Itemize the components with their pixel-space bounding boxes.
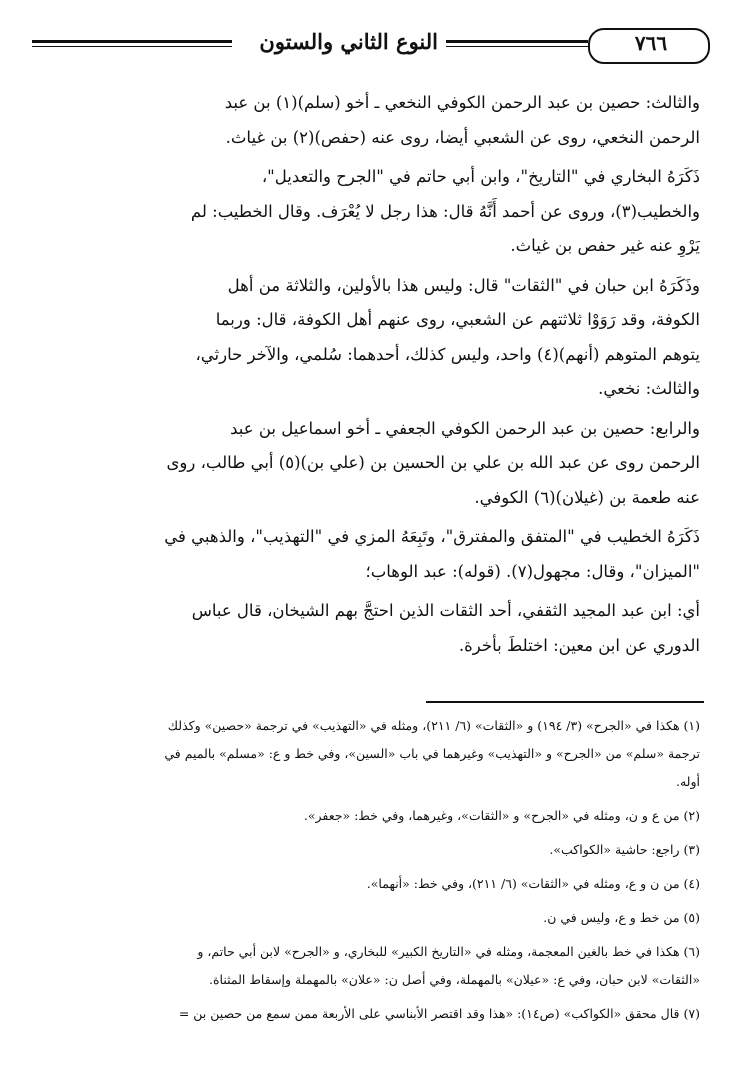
footnotes [48, 712, 700, 1034]
footnote [48, 802, 700, 830]
footnote-line: (٥) من خط و ع، وليس في ن. [543, 910, 700, 925]
running-header [30, 28, 710, 68]
footnote-line: (٣) راجع: حاشية «الكواكب». [549, 842, 700, 857]
paragraph [58, 412, 700, 516]
header-rule [446, 40, 588, 47]
text-line: الرحمن النخعي، روى عن الشعبي أيضا، روى عنه (حفص)(٢) بن غياث. [225, 127, 700, 147]
text-line: أي: ابن عبد المجيد الثقفي، أحد الثقات الذين احتجَّ بهم الشيخان، قال عباس [191, 601, 700, 620]
text-line: والخطيب(٣)، وروى عن أحمد أَنَّهُ قال: هذا رجل لا يُعْرَف. وقال الخطيب: لم [190, 201, 700, 221]
text-line: الدوري عن ابن معين: اختلطَ بأخرة. [458, 635, 700, 655]
chapter-title: النوع الثاني والستون [259, 29, 438, 54]
text-line: "الميزان"، وقال: مجهول(٧). (قوله): عبد الوهاب؛ [365, 561, 700, 581]
footnote [48, 712, 700, 796]
footnote-line: (٧) قال محقق «الكواكب» (ص١٤): «هذا وقد اقتصر الأبناسي على الأربعة ممن سمع من حصين بن = [178, 1006, 700, 1021]
footnote-line: (٦) هكذا في خط بالغين المعجمة، ومثله في «التاريخ الكبير» للبخاري، و «الجرح» لابن أبي حاتم، و [197, 944, 700, 959]
page-number: ٧٦٦ [634, 31, 668, 55]
footnote-line: أوله. [676, 774, 700, 789]
text-line: والثالث: حصين بن عبد الرحمن الكوفي النخعي ـ أخو (سلم)(١) بن عبد [224, 93, 700, 112]
paragraph [58, 269, 700, 407]
footnote [48, 938, 700, 994]
text-line: وذَكَرَهُ ابن حبان في "الثقات" قال: وليس هذا بالأولين، والثلاثة من أهل [227, 275, 700, 295]
footnote-line: ترجمة «سلم» من «الجرح» و «التهذيب» وغيرهما في باب «السين»، وفي خط و ع: «مسلم» بالميم في [164, 746, 700, 761]
main-text [58, 86, 700, 668]
paragraph [58, 160, 700, 264]
text-line: الكوفة، وقد رَوَوْا ثلاثتهم عن الشعبي، روى عنهم أهل الكوفة، قال: وربما [215, 310, 700, 329]
footnote [48, 904, 700, 932]
paragraph [58, 86, 700, 155]
footnote-line: (٤) من ن و ع، ومثله في «الثقات» (٦/ ٢١١)، وفي خط: «أنهما». [366, 876, 700, 891]
text-line: ذَكَرَهُ الخطيب في "المتفق والمفترق"، وتَبِعَهُ المزي في "التهذيب"، والذهبي في [164, 527, 700, 546]
footnote [48, 836, 700, 864]
paragraph [58, 520, 700, 589]
footnote-separator [426, 701, 704, 703]
header-rule [32, 40, 232, 47]
text-line: ذَكَرَهُ البخاري في "التاريخ"، وابن أبي حاتم في "الجرح والتعديل"، [261, 167, 700, 186]
text-line: والرابع: حصين بن عبد الرحمن الكوفي الجعفي ـ أخو اسماعيل بن عبد [230, 418, 700, 438]
text-line: الرحمن روى عن عبد الله بن علي بن الحسين بن (علي بن)(٥) أبي طالب، روى [166, 453, 700, 472]
paragraph [58, 594, 700, 663]
text-line: يتوهم المتوهم (أنهم)(٤) واحد، وليس كذلك، أحدهما: سُلمي، والآخر حارثي، [195, 344, 700, 364]
text-line: عنه طعمة بن (غيلان)(٦) الكوفي. [474, 487, 700, 507]
footnote [48, 1000, 700, 1028]
text-line: يَرْوِ عنه غير حفص بن غياث. [510, 236, 700, 255]
footnote-line: «الثقات» لابن حبان، وفي ع: «عيلان» بالمهملة، وفي أصل ن: «علان» بالمهملة وإسقاط المثناة. [209, 972, 700, 987]
text-line: والثالث: نخعي. [598, 379, 700, 398]
footnote-line: (٢) من ع و ن، ومثله في «الجرح» و «الثقات»، وغيرهما، وفي خط: «جعفر». [303, 808, 700, 823]
footnote [48, 870, 700, 898]
footnote-line: (١) هكذا في «الجرح» (٣/ ١٩٤) و «الثقات» (٦/ ٢١١)، ومثله في «التهذيب» في ترجمة «حصين» وكذلك [167, 718, 700, 733]
